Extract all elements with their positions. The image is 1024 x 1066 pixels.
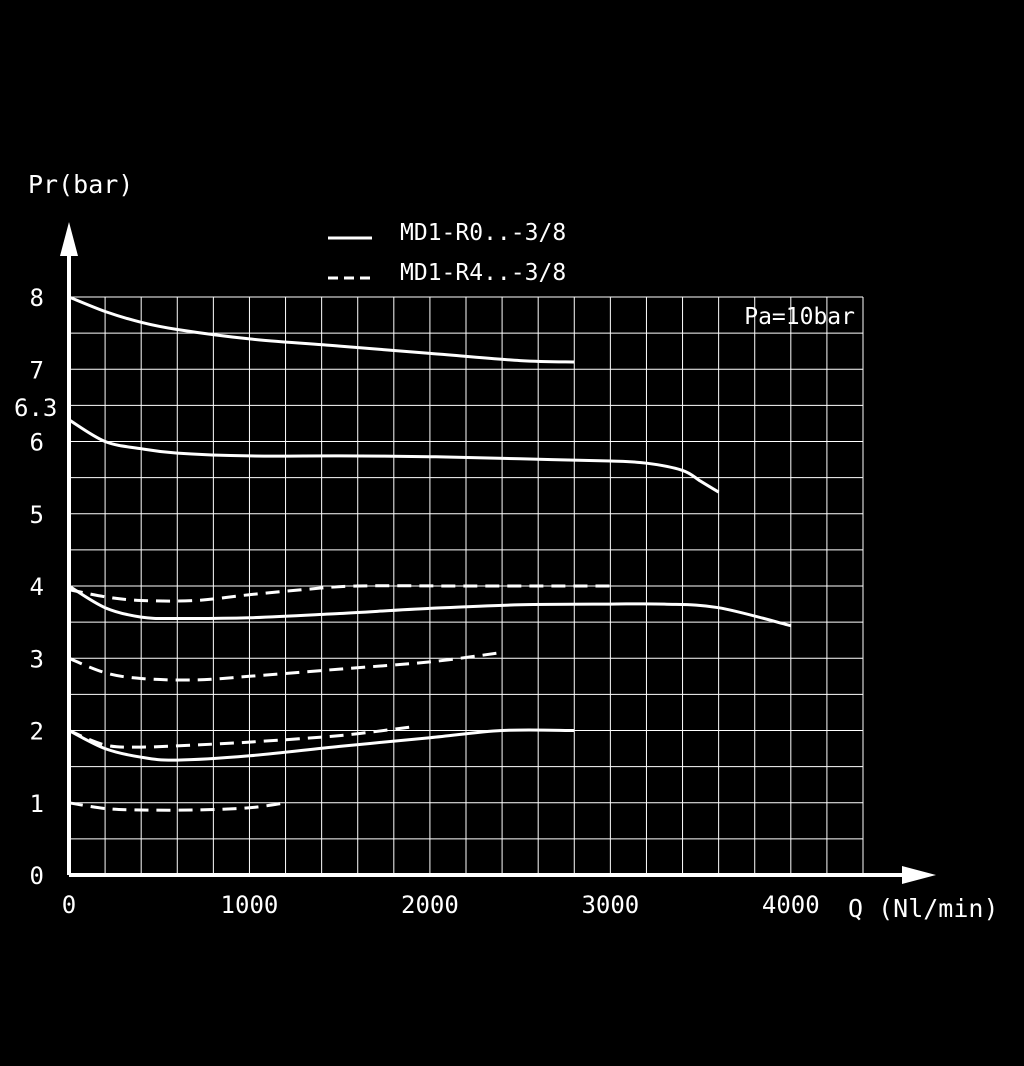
y-tick-label: 0 [29,862,44,890]
curve-dashed-4 [69,586,610,601]
y-tick-label-extra: 6.3 [14,393,58,422]
x-tick-label: 2000 [401,891,459,919]
x-axis-arrowhead [902,866,936,884]
x-tick-label: 4000 [761,891,820,919]
pressure-annotation: Pa=10bar [744,304,855,330]
y-tick-label: 5 [29,500,44,529]
x-tick-label: 1000 [220,891,279,919]
x-tick-label: 0 [61,891,77,919]
legend-label: MD1-R4..-3/8 [400,260,567,286]
y-tick-label: 2 [29,717,44,746]
y-tick-label: 8 [29,284,44,312]
x-tick-label: 3000 [581,891,640,919]
y-tick-label: 3 [29,645,44,674]
y-tick-label: 4 [29,573,44,601]
y-tick-label: 7 [29,356,44,385]
x-axis-label: Q (Nl/min) [848,894,999,923]
y-tick-label: 6 [29,428,44,457]
y-axis-label: Pr(bar) [28,170,134,199]
legend-label: MD1-R0..-3/8 [400,220,567,246]
y-axis-arrowhead [60,222,78,256]
y-tick-label: 1 [29,789,44,818]
